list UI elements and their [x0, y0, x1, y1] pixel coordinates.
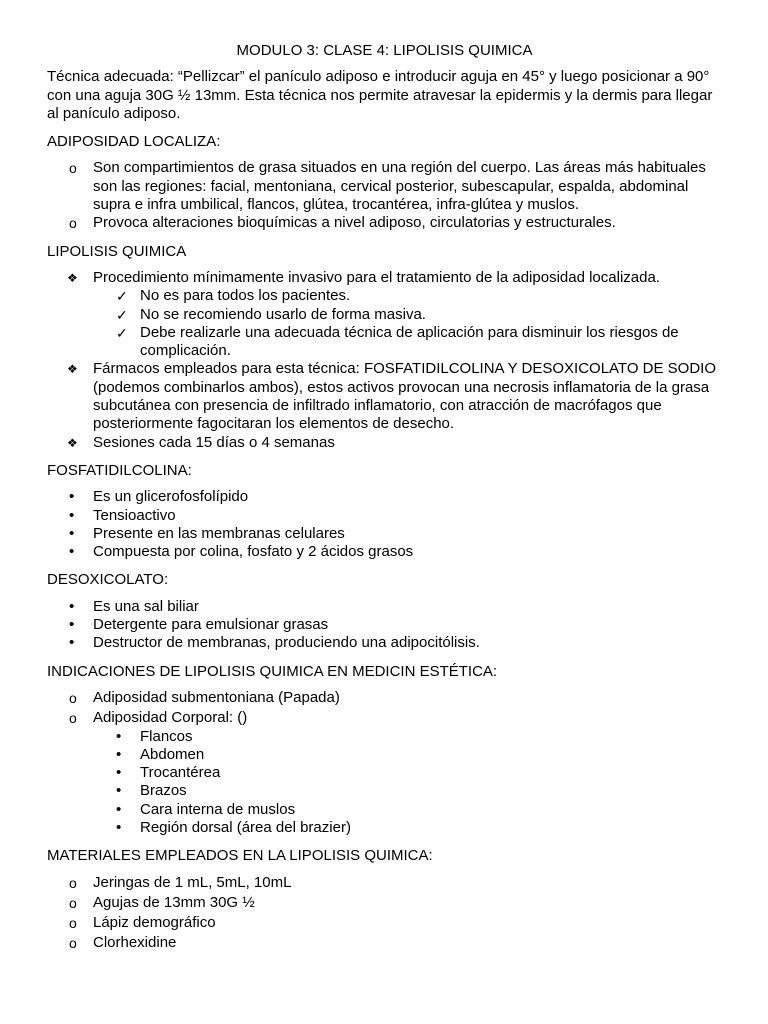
- list-item-text: Agujas de 13mm 30G ½: [93, 893, 255, 911]
- list-item: [47, 434, 722, 452]
- list-item: [47, 709, 722, 727]
- list-item-text: Lápiz demográfico: [93, 914, 216, 932]
- desoxicolato-list: [47, 598, 722, 653]
- materiales-list: [47, 874, 722, 953]
- list-item-text: Provoca alteraciones bioquímicas a nivel adiposo, circulatorias y estructurales.: [93, 214, 616, 232]
- list-item: [47, 360, 722, 433]
- dot-bullet-icon: •: [69, 616, 75, 634]
- checkmark-icon: ✓: [116, 324, 128, 341]
- list-item-text: Son compartimientos de grasa situados en una región del cuerpo. Las áreas más habituales son las regiones: facial, mentoniana, cervical posterior, subescapular, espalda, abdominal supra e infra umbilical, flancos, glútea, trocantérea, infra-glútea y muslos.: [93, 159, 706, 214]
- list-item: [47, 507, 722, 525]
- section-heading-materiales: MATERIALES EMPLEADOS EN LA LIPOLISIS QUIMICA:: [47, 847, 433, 865]
- dot-bullet-icon: •: [69, 543, 75, 561]
- list-item-text: Es una sal biliar: [93, 597, 199, 615]
- lipolisis-list: [47, 269, 722, 452]
- list-item: [47, 616, 722, 634]
- section-heading-fosfatidilcolina: FOSFATIDILCOLINA:: [47, 461, 192, 479]
- list-item-text: Detergente para emulsionar grasas: [93, 616, 329, 634]
- list-item-text: Presente en las membranas celulares: [93, 524, 345, 542]
- sub-list-item: [47, 782, 722, 800]
- check-item: [47, 324, 722, 361]
- circle-bullet-icon: o: [69, 215, 77, 232]
- checkmark-icon: ✓: [116, 306, 128, 323]
- sub-list-item-text: Abdomen: [140, 745, 205, 763]
- sub-list-item: [47, 801, 722, 819]
- list-item: [47, 634, 722, 652]
- intro-paragraph: Técnica adecuada: “Pellizcar” el panículo adiposo e introducir aguja en 45° y luego posicionar a 90° con una aguja 30G ½ 13mm. Esta técnica nos permite atravesar la epidermis y la dermis para llegar al panículo adiposo.: [47, 68, 713, 122]
- check-item: [47, 287, 722, 305]
- list-item-text: Tensioactivo: [93, 506, 176, 524]
- dot-bullet-icon: •: [116, 727, 122, 745]
- list-item: [47, 934, 722, 952]
- list-item-text: Adiposidad submentoniana (Papada): [93, 688, 340, 706]
- dot-bullet-icon: •: [116, 745, 122, 763]
- sub-list-item: [47, 728, 722, 746]
- circle-bullet-icon: o: [69, 710, 77, 727]
- dot-bullet-icon: •: [69, 597, 75, 615]
- diamond-bullet-icon: ❖: [67, 362, 78, 377]
- circle-bullet-icon: o: [69, 689, 77, 706]
- dot-bullet-icon: •: [116, 782, 122, 800]
- section-heading-lipolisis: LIPOLISIS QUIMICA: [47, 242, 187, 260]
- list-item-text: Jeringas de 1 mL, 5mL, 10mL: [93, 873, 292, 891]
- dot-bullet-icon: •: [69, 524, 75, 542]
- list-item: [47, 914, 722, 932]
- list-item-text: Destructor de membranas, produciendo una adipocitólisis.: [93, 634, 480, 652]
- sub-list-item-text: Brazos: [140, 782, 187, 800]
- list-item: [47, 598, 722, 616]
- list-item: [47, 689, 722, 707]
- section-heading-adiposidad: ADIPOSIDAD LOCALIZA:: [47, 133, 221, 151]
- section-heading-desoxicolato: DESOXICOLATO:: [47, 571, 169, 589]
- circle-bullet-icon: o: [69, 160, 77, 177]
- dot-bullet-icon: •: [69, 506, 75, 524]
- list-item-text: Clorhexidine: [93, 934, 177, 952]
- sub-list-item-text: Región dorsal (área del brazier): [140, 818, 351, 836]
- circle-bullet-icon: o: [69, 915, 77, 932]
- list-item: [47, 874, 722, 892]
- sub-list-item-text: Trocantérea: [140, 764, 221, 782]
- check-item: [47, 306, 722, 324]
- section-heading-indicaciones: INDICACIONES DE LIPOLISIS QUIMICA EN MEDICIN ESTÉTICA:: [47, 662, 498, 680]
- circle-bullet-icon: o: [69, 874, 77, 891]
- document-title: MODULO 3: CLASE 4: LIPOLISIS QUIMICA: [236, 42, 533, 59]
- indicaciones-list: [47, 689, 722, 837]
- circle-bullet-icon: o: [69, 935, 77, 952]
- check-item-text: No se recomiendo usarlo de forma masiva.: [140, 305, 426, 323]
- list-item-text: Compuesta por colina, fosfato y 2 ácidos grasos: [93, 543, 414, 561]
- circle-bullet-icon: o: [69, 894, 77, 911]
- checkmark-icon: ✓: [116, 288, 128, 305]
- list-item-text: Es un glicerofosfolípido: [93, 488, 249, 506]
- dot-bullet-icon: •: [116, 800, 122, 818]
- dot-bullet-icon: •: [69, 634, 75, 652]
- list-item: [47, 214, 722, 232]
- diamond-bullet-icon: ❖: [67, 270, 78, 285]
- list-item: [47, 525, 722, 543]
- check-item-text: Debe realizarle una adecuada técnica de aplicación para disminuir los riesgos de complicación.: [140, 323, 679, 360]
- sub-list-item: [47, 746, 722, 764]
- list-item: [47, 488, 722, 506]
- list-item-text: Adiposidad Corporal: (): [93, 709, 248, 727]
- sub-list-item-text: Cara interna de muslos: [140, 800, 296, 818]
- dot-bullet-icon: •: [116, 818, 122, 836]
- adiposidad-list: [47, 159, 722, 232]
- list-item: [47, 269, 722, 287]
- fosfatidilcolina-list: [47, 488, 722, 561]
- sub-list-item: [47, 819, 722, 837]
- list-item: [47, 159, 722, 214]
- list-item: [47, 894, 722, 912]
- list-item-text: Procedimiento mínimamente invasivo para el tratamiento de la adiposidad localizada.: [93, 268, 660, 286]
- sub-list-item: [47, 764, 722, 782]
- list-item: [47, 543, 722, 561]
- list-item-text: Fármacos empleados para esta técnica: FOSFATIDILCOLINA Y DESOXICOLATO DE SODIO (podemos combinarlos ambos), estos activos provocan una necrosis inflamatoria de la grasa subcutánea con presencia de infiltrado inflamatorio, con atracción de macrófagos que posteriormente fagocitaran los elementos de desecho.: [93, 360, 717, 433]
- dot-bullet-icon: •: [116, 764, 122, 782]
- dot-bullet-icon: •: [69, 488, 75, 506]
- diamond-bullet-icon: ❖: [67, 435, 78, 450]
- sub-list-item-text: Flancos: [140, 727, 193, 745]
- list-item-text: Sesiones cada 15 días o 4 semanas: [93, 433, 335, 451]
- check-item-text: No es para todos los pacientes.: [140, 287, 351, 305]
